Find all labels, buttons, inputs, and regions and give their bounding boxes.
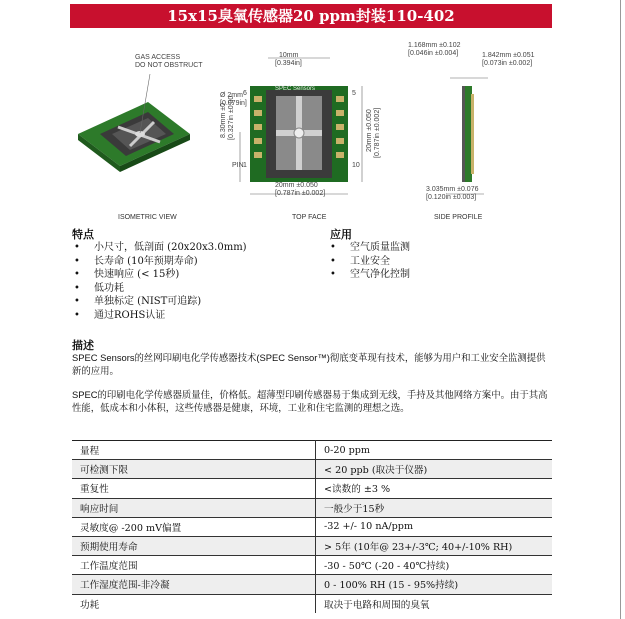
table-row — [72, 556, 552, 575]
pin-number-6: 6 — [243, 90, 247, 97]
spec-key: 预期使用寿命 — [72, 536, 316, 555]
pin-number-10: 10 — [352, 162, 360, 169]
list-item: • 小尺寸，低剖面 (20x20x3.0mm) — [74, 241, 247, 255]
side-profile-sensor — [446, 78, 488, 194]
table-row — [72, 536, 552, 555]
page-edge-rule — [620, 0, 621, 619]
dim-10mm: 10mm — [279, 52, 299, 59]
caption-isometric: ISOMETRIC VIEW — [118, 214, 177, 221]
dim-1168: 1.168mm ±0.102 — [408, 42, 461, 49]
dim-3035: 3.035mm ±0.076 — [426, 186, 479, 193]
spec-value: 0-20 ppm — [316, 441, 553, 460]
dim-2mm-in: [0.079in] — [220, 100, 247, 107]
dim-2mm: Ø 2mm — [220, 92, 243, 99]
page-title: 15x15臭氧传感器20 ppm封装110-402 — [70, 4, 552, 28]
caption-side-profile: SIDE PROFILE — [434, 214, 483, 221]
spec-key: 重复性 — [72, 479, 316, 498]
list-item: • 长寿命 (10年预期寿命) — [74, 255, 247, 269]
dim-830-in: [0.327in ±0.00 — [228, 95, 235, 140]
list-item: • 空气质量监测 — [330, 241, 410, 255]
list-item: • 低功耗 — [74, 282, 247, 296]
dim-1842: 1.842mm ±0.051 — [482, 52, 535, 59]
caption-top-face: TOP FACE — [292, 214, 327, 221]
gas-access-label: GAS ACCESS — [135, 54, 181, 61]
dim-3035-in: [0.120in ±0.003] — [426, 194, 477, 201]
spec-key: 工作湿度范围-非冷凝 — [72, 575, 316, 594]
list-item: • 工业安全 — [330, 255, 410, 269]
do-not-obstruct-label: DO NOT OBSTRUCT — [135, 62, 203, 69]
spec-value: 取决于电路和周围的臭氧 — [316, 594, 553, 613]
table-row — [72, 498, 552, 517]
spec-value: 一般少于15秒 — [316, 498, 553, 517]
dim-1168-in: [0.046in ±0.004] — [408, 50, 459, 57]
spec-key: 响应时间 — [72, 498, 316, 517]
table-row — [72, 460, 552, 479]
top-face-sensor — [240, 58, 362, 194]
dim-20mm-v: 20mm ±0.050 — [366, 109, 373, 152]
description-paragraph-1: SPEC Sensors的丝网印刷电化学传感器技术(SPEC Sensor™)彻底变革现有技术，能够为用户和工业安全监测提供新的应用。 — [72, 352, 546, 376]
dim-830: 8.30mm ±0 — [220, 103, 227, 138]
spec-value: <读数的 ±3 % — [316, 479, 553, 498]
table-row — [72, 575, 552, 594]
spec-table — [72, 440, 552, 613]
spec-value: 0 - 100% RH (15 - 95%持续) — [316, 575, 553, 594]
spec-key: 功耗 — [72, 594, 316, 613]
pin-number-1: 1 — [243, 162, 247, 169]
list-item: • 通过ROHS认证 — [74, 309, 247, 323]
list-item: • 快速响应 (< 15秒) — [74, 268, 247, 282]
brand-text: SPEC Sensors — [275, 86, 316, 92]
features-list — [74, 241, 247, 322]
description-paragraph-2: SPEC的印刷电化学传感器质量佳，价格低。超薄型印刷传感器易于集成到无线，手持及其他网络方案中。由于其高性能，低成本和小体积，这些传感器是健康，环境，工业和住宅监测的理想之选。 — [72, 389, 548, 413]
spec-value: -30 - 50℃ (-20 - 40℃持续) — [316, 556, 553, 575]
table-row — [72, 517, 552, 536]
dim-20mm-h-in: [0.787in ±0.002] — [275, 190, 326, 197]
spec-key: 量程 — [72, 441, 316, 460]
spec-value: -32 +/- 10 nA/ppm — [316, 517, 553, 536]
features-heading: 特点 — [72, 229, 94, 241]
pin-label: PIN — [232, 162, 244, 169]
spec-value: > 5年 (10年@ 23+/-3℃; 40+/-10% RH) — [316, 536, 553, 555]
spec-key: 工作温度范围 — [72, 556, 316, 575]
spec-key: 灵敏度@ -200 mV偏置 — [72, 517, 316, 536]
dim-20mm-v-in: [0.787in ±0.002] — [374, 107, 381, 158]
applications-list — [330, 241, 410, 282]
isometric-sensor — [78, 74, 190, 172]
applications-heading: 应用 — [330, 229, 352, 241]
table-row — [72, 479, 552, 498]
dim-1842-in: [0.073in ±0.002] — [482, 60, 533, 67]
list-item: • 单独标定 (NIST可追踪) — [74, 295, 247, 309]
spec-value: < 20 ppb (取决于仪器) — [316, 460, 553, 479]
pin-number-5: 5 — [352, 90, 356, 97]
description-heading: 描述 — [72, 340, 94, 352]
table-row — [72, 441, 552, 460]
list-item: • 空气净化控制 — [330, 268, 410, 282]
spec-key: 可检测下限 — [72, 460, 316, 479]
dim-20mm-h: 20mm ±0.050 — [275, 182, 318, 189]
table-row — [72, 594, 552, 613]
dim-10mm-in: [0.394in] — [275, 60, 302, 67]
sensor-drawing — [70, 34, 552, 228]
